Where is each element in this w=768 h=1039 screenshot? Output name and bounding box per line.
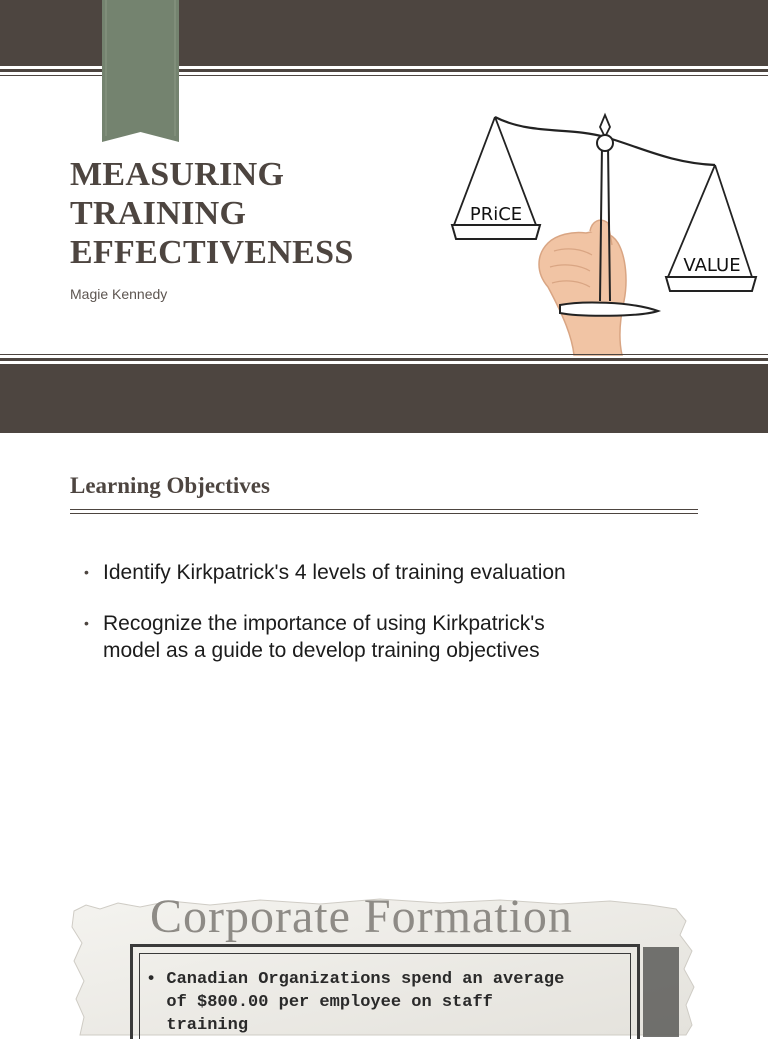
section-heading: Learning Objectives	[70, 473, 270, 498]
scale-base	[560, 303, 658, 316]
heading-rule-top	[70, 509, 698, 510]
bullet-icon: •	[84, 615, 89, 631]
list-item	[84, 610, 684, 664]
list-item-text: Identify Kirkpatrick's 4 levels of training evaluation	[103, 561, 566, 584]
hand-icon	[539, 220, 626, 355]
clipping-text	[146, 968, 636, 1037]
author-name: Magie Kennedy	[70, 286, 168, 302]
bullet-icon: •	[84, 564, 89, 580]
balance-scale-illustration	[440, 105, 760, 355]
newspaper-masthead: Corporate Formation	[150, 890, 573, 943]
bookmark-ribbon	[102, 0, 179, 142]
clipping-line: • Canadian Organizations spend an average	[146, 970, 565, 989]
objectives-slide	[0, 433, 768, 895]
presentation-title	[70, 155, 430, 272]
bottom-rule-thick	[0, 358, 768, 361]
bottom-rule-thin	[0, 354, 768, 355]
clipping-side-column	[643, 947, 679, 1037]
title-line: MEASURING	[70, 156, 285, 193]
title-line: EFFECTIVENESS	[70, 234, 354, 271]
list-item	[84, 559, 684, 586]
title-slide	[0, 0, 768, 433]
bottom-band	[0, 364, 768, 433]
list-item-text: Recognize the importance of using Kirkpatrick's	[103, 612, 545, 635]
value-pan	[666, 165, 756, 291]
value-label: VALUE	[683, 255, 741, 276]
clipping-line: training	[146, 1016, 249, 1035]
title-line: TRAINING	[70, 195, 247, 232]
objectives-list	[84, 559, 684, 688]
clipping-line: of $800.00 per employee on staff	[146, 993, 493, 1012]
price-label: PRiCE	[469, 204, 523, 225]
list-item-text: model as a guide to develop training objectives	[103, 639, 540, 662]
statistic-slide	[0, 890, 768, 1035]
price-pan	[452, 117, 540, 239]
heading-rule-bottom	[70, 513, 698, 514]
